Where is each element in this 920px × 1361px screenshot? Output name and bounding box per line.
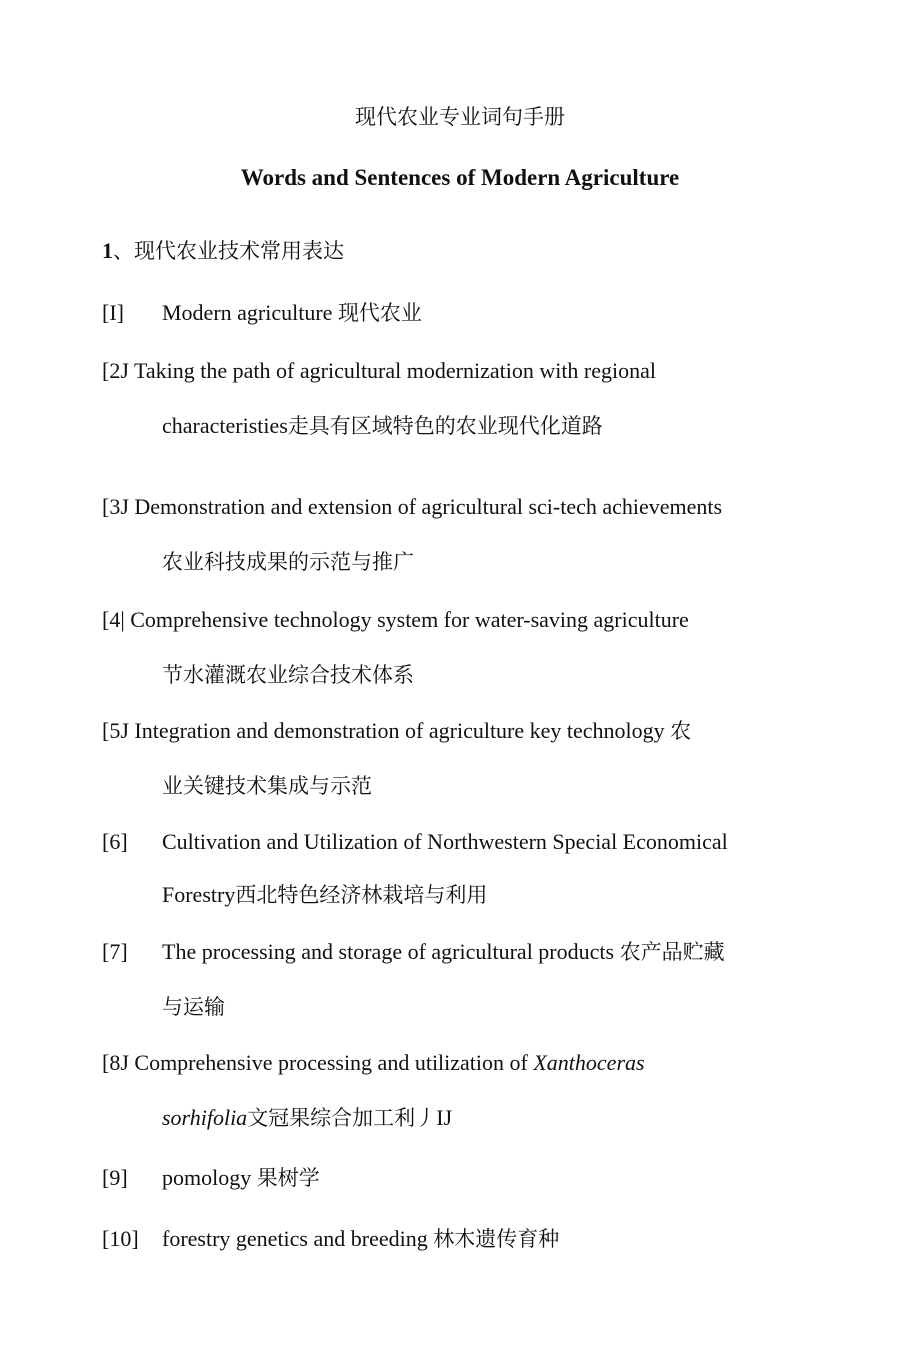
entry-number: [10] (102, 1226, 139, 1251)
list-item (102, 605, 802, 687)
entry-chinese-continued: 与运输 (162, 995, 225, 1019)
entry-number: [2J (102, 358, 129, 383)
entry-english: The processing and storage of agricultural products (162, 939, 615, 964)
list-item (102, 1224, 802, 1254)
entry-english: Cultivation and Utilization of Northwestern Special Economical (162, 829, 728, 854)
list-item (102, 356, 802, 438)
entry-chinese: 农产品贮藏 (619, 940, 725, 964)
document-title-chinese: 现代农业专业词句手册 (355, 105, 565, 129)
list-item (102, 827, 802, 907)
entry-chinese: 农 (670, 719, 692, 743)
entry-chinese: 节水灌溉农业综合技术体系 (162, 663, 414, 687)
entry-number: [8J (102, 1050, 129, 1075)
entry-number: [3J (102, 494, 129, 519)
entry-number: [9] (102, 1165, 128, 1190)
section-title: 现代农业技术常用表达 (134, 239, 344, 263)
entry-english: Integration and demonstration of agriculture key technology (134, 718, 665, 743)
entry-number: [I] (102, 300, 124, 325)
section-separator: 、 (113, 239, 134, 263)
entry-english: forestry genetics and breeding (162, 1226, 428, 1251)
entry-latin-name-continued: sorhifolia (162, 1105, 248, 1130)
list-item (102, 1048, 802, 1130)
section-number: 1 (102, 238, 113, 263)
entry-chinese: 西北特色经济林栽培与利用 (235, 883, 488, 907)
entry-chinese: 现代农业 (337, 301, 422, 325)
list-item (102, 492, 802, 574)
entry-chinese: 林木遗传育种 (433, 1227, 560, 1251)
entry-chinese: 文冠果综合加工利丿 (247, 1106, 437, 1130)
entry-english-continued: Forestry (162, 882, 236, 907)
entry-number: [6] (102, 829, 128, 854)
list-item (102, 937, 802, 1019)
section-heading (102, 236, 344, 266)
entry-english: pomology (162, 1165, 252, 1190)
entry-english: Demonstration and extension of agricultural sci-tech achievements (134, 494, 723, 519)
document-title-english: Words and Sentences of Modern Agriculture (240, 165, 680, 190)
list-item (102, 716, 802, 798)
entry-number: [7] (102, 939, 128, 964)
entry-chinese: 果树学 (256, 1166, 320, 1190)
entry-chinese-tail: IJ (436, 1105, 453, 1130)
entry-number: [5J (102, 718, 129, 743)
entry-english-continued: characteristies (162, 413, 288, 438)
entry-english: Comprehensive technology system for water-saving agriculture (130, 607, 689, 632)
list-item (102, 298, 802, 328)
entry-chinese-continued: 业关键技术集成与示范 (162, 774, 372, 798)
list-item (102, 1163, 802, 1193)
entry-english: Taking the path of agricultural modernization with regional (134, 358, 657, 383)
entry-english: Modern agriculture (162, 300, 333, 325)
entry-english: Comprehensive processing and utilization of (134, 1050, 528, 1075)
entry-chinese: 走具有区域特色的农业现代化道路 (287, 414, 603, 438)
entry-number: [4| (102, 607, 125, 632)
entry-latin-name: Xanthoceras (533, 1050, 645, 1075)
entry-chinese: 农业科技成果的示范与推广 (162, 550, 414, 574)
